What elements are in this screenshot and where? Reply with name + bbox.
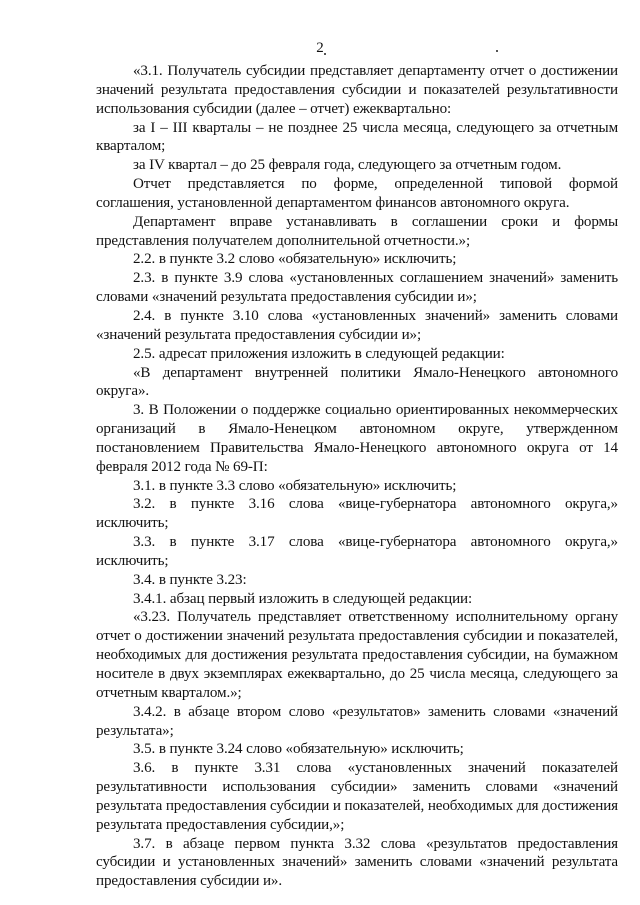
- paragraph: 2.2. в пункте 3.2 слово «обязательную» исключить;: [133, 251, 457, 268]
- document-body: [96, 62, 618, 891]
- scan-speck: [324, 53, 326, 55]
- paragraph: 3.4.2. в абзаце втором слово «результатов» заменить словами «значений результата»;: [96, 703, 618, 739]
- paragraph: «3.23. Получатель представляет ответственному исполнительному органу отчет о достижении значений результата предоставления субсидии и показателей, необходимых для достижения результата предоставления субсидии, на бумажном носителе в двух экземплярах ежеквартально, до 25 числа месяца, следующего за отчетным кварталом.»;: [96, 609, 618, 701]
- paragraph: 2.3. в пункте 3.9 слова «установленных соглашением значений» заменить словами «значений результата предоставления субсидии и»;: [96, 270, 618, 306]
- paragraph: за I – III кварталы – не позднее 25 числа месяца, следующего за отчетным кварталом;: [96, 119, 618, 155]
- paragraph: 3.2. в пункте 3.16 слова «вице-губернатора автономного округа,» исключить;: [96, 496, 618, 532]
- paragraph: 3.3. в пункте 3.17 слова «вице-губернатора автономного округа,» исключить;: [96, 534, 618, 569]
- paragraph: 3.5. в пункте 3.24 слово «обязательную» исключить;: [133, 741, 464, 758]
- paragraph: «В департамент внутренней политики Ямало-Ненецкого автономного округа».: [96, 364, 618, 400]
- paragraph: 3.1. в пункте 3.3 слово «обязательную» исключить;: [133, 477, 457, 494]
- paragraph: 3.7. в абзаце первом пункта 3.32 слова «результатов предоставления субсидии и установленных значений» заменить словами «значений результата предоставления субсидии и».: [96, 835, 618, 890]
- paragraph: 2.4. в пункте 3.10 слова «установленных значений» заменить словами «значений результата предоставления субсидии и»;: [96, 307, 618, 343]
- paragraph: 3.4. в пункте 3.23:: [133, 571, 247, 588]
- scan-speck: [496, 50, 498, 52]
- paragraph: за IV квартал – до 25 февраля года, следующего за отчетным годом.: [133, 157, 562, 174]
- paragraph: Департамент вправе устанавливать в соглашении сроки и формы представления получателем дополнительной отчетности.»;: [96, 213, 618, 249]
- paragraph: 3. В Положении о поддержке социально ориентированных некоммерческих организаций в Ямало-Ненецком автономном округе, утвержденном постановлением Правительства Ямало-Ненецкого автономного округа от 14 февраля 2012 года № 69-П:: [96, 402, 618, 475]
- page-number: 2: [316, 40, 324, 56]
- paragraph: Отчет представляется по форме, определенной типовой формой соглашения, установленной департаментом финансов автономного округа.: [96, 176, 618, 211]
- paragraph: 3.4.1. абзац первый изложить в следующей редакции:: [133, 590, 473, 607]
- paragraph: 2.5. адресат приложения изложить в следующей редакции:: [133, 345, 505, 362]
- paragraph: 3.6. в пункте 3.31 слова «установленных значений показателей результативности использования субсидии» заменить словами «значений результата предоставления субсидии и показателей, необходимых для достижения результата предоставления субсидии,»;: [96, 760, 618, 833]
- paragraph: «3.1. Получатель субсидии представляет департаменту отчет о достижении значений результата предоставления субсидии и показателей результативности использования субсидии (далее – отчет) ежеквартально:: [96, 63, 618, 117]
